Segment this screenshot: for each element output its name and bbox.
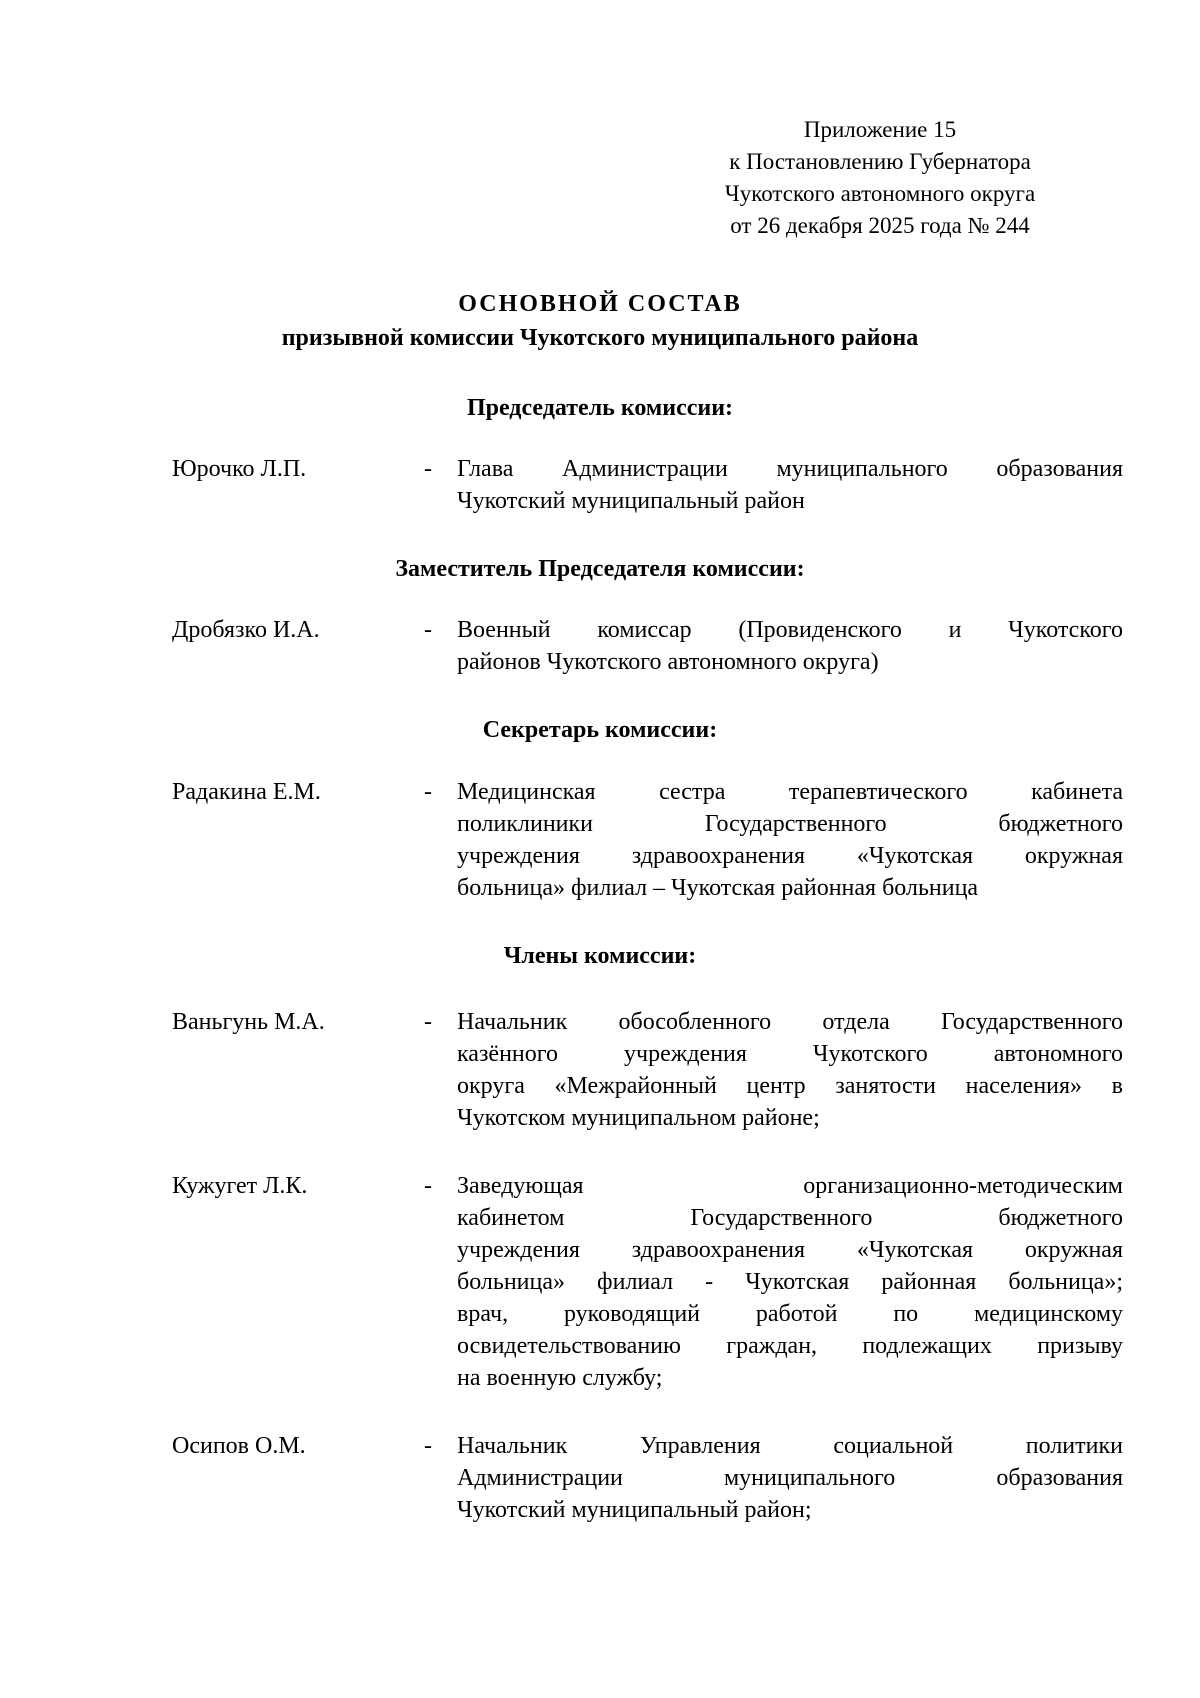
member-name: Ваньгунь М.А.	[172, 1009, 325, 1035]
position-line: Администрации муниципального образования	[457, 1465, 1123, 1491]
approval-line: Приложение 15	[803, 117, 957, 142]
section-heading-deputy: Заместитель Председателя комиссии:	[395, 556, 805, 582]
member-name: Юрочко Л.П.	[172, 456, 307, 482]
position-line: больница» филиал – Чукотская районная больница	[457, 875, 979, 901]
position-line: Медицинская сестра терапевтического кабинета	[457, 779, 1123, 805]
member-name: Осипов О.М.	[172, 1433, 306, 1459]
member-position	[457, 453, 1123, 517]
position-line: поликлиники Государственного бюджетного	[457, 811, 1123, 837]
dash-separator: -	[424, 779, 432, 805]
member-position	[457, 776, 1123, 904]
position-line: на военную службу;	[457, 1365, 663, 1391]
position-line: кабинетом Государственного бюджетного	[457, 1205, 1123, 1231]
approval-line: Чукотского автономного округа	[724, 181, 1036, 206]
position-line: Чукотский муниципальный район	[457, 488, 805, 514]
member-position	[457, 1006, 1123, 1134]
position-line: больница» филиал - Чукотская районная больница»;	[457, 1269, 1123, 1295]
position-line: учреждения здравоохранения «Чукотская окружная	[457, 843, 1123, 869]
dash-separator: -	[424, 1173, 432, 1199]
approval-line: к Постановлению Губернатора	[729, 149, 1031, 174]
position-line: Чукотский муниципальный район;	[457, 1497, 812, 1523]
document-title: ОСНОВНОЙ СОСТАВ	[458, 291, 742, 317]
position-line: врач, руководящий работой по медицинскому	[457, 1301, 1123, 1327]
position-line: казённого учреждения Чукотского автономного	[457, 1041, 1123, 1067]
section-heading-chairman: Председатель комиссии:	[466, 395, 734, 421]
position-line: освидетельствованию граждан, подлежащих призыву	[457, 1333, 1123, 1359]
member-position	[457, 614, 1123, 678]
position-line: Начальник Управления социальной политики	[457, 1433, 1123, 1459]
member-position	[457, 1170, 1123, 1394]
approval-line: от 26 декабря 2025 года № 244	[730, 213, 1030, 238]
position-line: районов Чукотского автономного округа)	[457, 649, 879, 675]
member-name: Кужугет Л.К.	[172, 1173, 308, 1199]
position-line: Чукотском муниципальном районе;	[457, 1105, 820, 1131]
position-line: Глава Администрации муниципального образования	[457, 456, 1123, 482]
member-name: Радакина Е.М.	[172, 779, 321, 805]
position-line: Заведующая организационно-методическим	[457, 1173, 1123, 1199]
dash-separator: -	[424, 1009, 432, 1035]
position-line: Военный комиссар (Провиденского и Чукотского	[457, 617, 1123, 643]
dash-separator: -	[424, 456, 432, 482]
section-heading-members: Члены комиссии:	[503, 943, 697, 969]
member-position	[457, 1430, 1123, 1526]
position-line: округа «Межрайонный центр занятости населения» в	[457, 1073, 1123, 1099]
section-heading-secretary: Секретарь комиссии:	[482, 717, 718, 743]
approval-block	[700, 114, 1060, 242]
document-subtitle: призывной комиссии Чукотского муниципального района	[281, 325, 919, 351]
dash-separator: -	[424, 617, 432, 643]
member-name: Дробязко И.А.	[172, 617, 320, 643]
position-line: Начальник обособленного отдела Государственного	[457, 1009, 1123, 1035]
dash-separator: -	[424, 1433, 432, 1459]
position-line: учреждения здравоохранения «Чукотская окружная	[457, 1237, 1123, 1263]
